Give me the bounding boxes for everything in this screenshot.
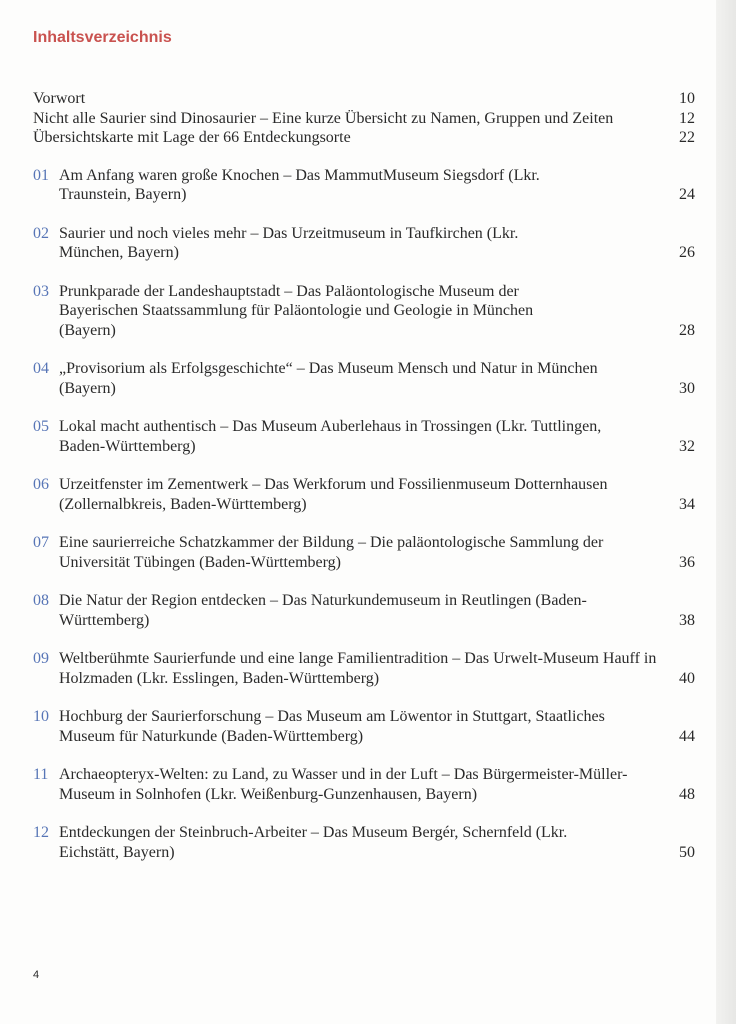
toc-entry-uebersicht xyxy=(33,109,695,129)
toc-entry-title: Vorwort xyxy=(33,90,86,107)
toc-entry-number: 05 xyxy=(33,418,49,435)
toc-entry-page: 22 xyxy=(679,129,695,146)
toc-entry-title: Archaeopteryx-Welten: zu Land, zu Wasser und in der Luft – Das Bürgermeister-Müller-Museum in Solnhofen (Lkr. Weißenburg-Gunzenhausen, Bayern) xyxy=(59,766,628,803)
page-number: 4 xyxy=(33,969,40,981)
toc-entry-page: 48 xyxy=(679,785,695,803)
toc-entry-page: 44 xyxy=(679,727,695,745)
toc-entry-title: Weltberühmte Saurierfunde und eine lange Familientradition – Das Urwelt-Museum Hauff in Holzmaden (Lkr. Esslingen, Baden-Württemberg) xyxy=(59,650,657,687)
toc-entry-title: Die Natur der Region entdecken – Das Naturkundemuseum in Reutlingen (Baden-Württemberg) xyxy=(59,592,587,629)
toc-entry-04 xyxy=(33,359,695,398)
toc-entry-number: 11 xyxy=(33,766,49,783)
toc-entry-03 xyxy=(33,282,695,341)
toc-entry-number: 04 xyxy=(33,360,49,377)
page-title: Inhaltsverzeichnis xyxy=(33,29,172,46)
toc-entry-title: „Provisorium als Erfolgsgeschichte“ – Das Museum Mensch und Natur in München (Bayern) xyxy=(59,360,598,397)
toc-entry-number: 02 xyxy=(33,224,49,242)
toc-entry-page: 28 xyxy=(679,321,695,339)
toc-entry-page: 38 xyxy=(679,611,695,629)
toc-entry-number: 01 xyxy=(33,166,49,184)
toc-entry-01 xyxy=(33,166,695,205)
toc-entry-page: 40 xyxy=(679,669,695,687)
toc-entry-02 xyxy=(33,224,695,263)
toc-entry-page: 50 xyxy=(679,843,695,861)
page-edge-shadow xyxy=(716,0,736,1024)
toc-entry-page: 12 xyxy=(679,109,695,127)
toc-entry-title: Entdeckungen der Steinbruch-Arbeiter – Das Museum Bergér, Schernfeld (Lkr. Eichstätt, Bayern) xyxy=(59,824,568,861)
toc-entry-number: 07 xyxy=(33,534,49,551)
toc-entry-page: 32 xyxy=(679,437,695,455)
toc-entry-page: 36 xyxy=(679,553,695,571)
toc-entry-page: 24 xyxy=(679,186,695,203)
table-of-contents xyxy=(33,89,695,862)
toc-entry-05 xyxy=(33,417,695,456)
toc-entry-number: 03 xyxy=(33,282,49,300)
toc-entry-title: Saurier und noch vieles mehr – Das Urzeitmuseum in Taufkirchen (Lkr. München, Bayern) xyxy=(59,224,519,261)
toc-entry-number: 10 xyxy=(33,708,49,725)
toc-entry-page: 26 xyxy=(679,244,695,261)
toc-entry-title: Lokal macht authentisch – Das Museum Auberlehaus in Trossingen (Lkr. Tuttlingen, Baden-Württemberg) xyxy=(59,418,602,455)
toc-entry-number: 09 xyxy=(33,650,49,667)
toc-entry-08 xyxy=(33,591,695,630)
toc-entry-page: 30 xyxy=(679,379,695,397)
toc-entry-07 xyxy=(33,533,695,572)
toc-entry-title: Nicht alle Saurier sind Dinosaurier – Eine kurze Übersicht zu Namen, Gruppen und Zeiten xyxy=(33,109,614,127)
toc-entry-09 xyxy=(33,649,695,688)
toc-entry-title: Prunkparade der Landeshauptstadt – Das Paläontologische Museum der Bayerischen Staatssammlung für Paläontologie und Geologie in München (Bayern) xyxy=(59,282,534,339)
toc-entry-title: Übersichtskarte mit Lage der 66 Entdeckungsorte xyxy=(33,129,351,146)
toc-entry-vorwort xyxy=(33,89,695,109)
toc-entry-number: 08 xyxy=(33,592,49,609)
toc-entry-title: Am Anfang waren große Knochen – Das MammutMuseum Siegsdorf (Lkr. Traunstein, Bayern) xyxy=(59,166,540,203)
toc-entry-page: 34 xyxy=(679,495,695,513)
toc-entry-11 xyxy=(33,765,695,804)
toc-entry-title: Eine saurierreiche Schatzkammer der Bildung – Die paläontologische Sammlung der Universität Tübingen (Baden-Württemberg) xyxy=(59,534,604,571)
toc-entry-number: 06 xyxy=(33,476,49,493)
toc-entry-06 xyxy=(33,475,695,514)
toc-entry-page: 10 xyxy=(679,90,695,107)
toc-entry-title: Urzeitfenster im Zementwerk – Das Werkforum und Fossilienmuseum Dotternhausen (Zollernalbkreis, Baden-Württemberg) xyxy=(59,476,608,513)
toc-entry-10 xyxy=(33,707,695,746)
toc-entry-karte xyxy=(33,128,695,148)
toc-entry-12 xyxy=(33,823,695,862)
toc-entry-number: 12 xyxy=(33,824,49,841)
toc-entry-title: Hochburg der Saurierforschung – Das Museum am Löwentor in Stuttgart, Staatliches Museum für Naturkunde (Baden-Württemberg) xyxy=(59,708,605,745)
